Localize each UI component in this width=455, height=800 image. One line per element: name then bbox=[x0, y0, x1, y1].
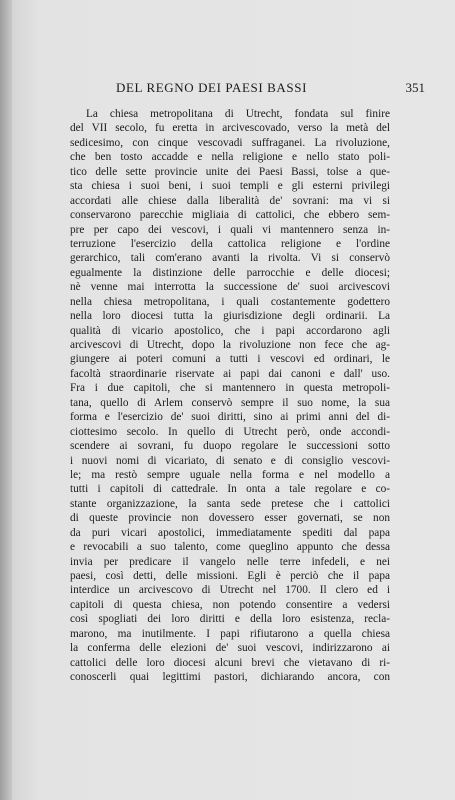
text-line: tico delle sette provincie unite dei Paesi Bassi, tolse a que- bbox=[70, 165, 390, 178]
text-line: paesi, così detti, delle missioni. Egli è perciò che il papa bbox=[70, 570, 390, 582]
text-line: facoltà straordinarie riservate ai papi dai canoni e dall' uso. bbox=[70, 367, 390, 380]
text-line: invia per predicare il vangelo nelle terre infedeli, e nei bbox=[70, 555, 390, 568]
text-line: conservarono parecchie migliaia di cattolici, che ebbero sem- bbox=[70, 209, 390, 222]
body-text bbox=[70, 107, 390, 685]
text-line: forma e l'esercizio de' suoi diritti, sino ai primi anni del di- bbox=[70, 411, 390, 424]
text-line: Fra i due capitoli, che si mantennero in questa metropoli- bbox=[70, 382, 390, 395]
text-line: ciottesimo secolo. In quello di Utrecht però, onde accondi- bbox=[70, 425, 390, 438]
text-line: nella loro diocesi tutta la giurisdizione degli ordinarii. La bbox=[70, 310, 390, 323]
page-gutter-shadow bbox=[0, 0, 12, 800]
text-line: nè venne mai interrotta la successione de' suoi arcivescovi bbox=[70, 281, 390, 294]
text-line: capitoli di questa chiesa, non potendo consentire a vedersi bbox=[70, 598, 390, 611]
text-line: così spogliati dei loro diritti e della loro esistenza, recla- bbox=[70, 613, 390, 626]
text-line: egualmente la distinzione delle parrocchie e delle diocesi; bbox=[70, 266, 390, 279]
text-line: arcivescovi di Utrecht, dopo la rivoluzione non fece che ag- bbox=[70, 339, 390, 351]
page-number: 351 bbox=[405, 80, 425, 95]
text-line: e revocabili a suo talento, come queglino appunto che dessa bbox=[70, 541, 390, 554]
text-line: marono, ma inutilmente. I papi rifiutarono a quella chiesa bbox=[70, 627, 390, 640]
text-line: La chiesa metropolitana di Utrecht, fondata sul finire bbox=[86, 108, 390, 120]
text-line: scendere ai sovrani, fu duopo regolare le successioni sotto bbox=[70, 440, 390, 453]
text-line: che ben tosto accadde e nella religione e nello stato poli- bbox=[70, 151, 390, 164]
text-line: giungere ai poteri comuni a tutti i vescovi ed ordinari, le bbox=[70, 353, 390, 366]
text-line: qualità di vicario apostolico, che i papi accordarono agli bbox=[70, 324, 390, 337]
text-line: del VII secolo, fu eretta in arcivescovado, verso la metà del bbox=[70, 122, 390, 135]
text-line: i nuovi nomi di vicariato, di senato e di consiglio vescovi- bbox=[70, 454, 390, 467]
running-title: DEL REGNO DEI PAESI BASSI bbox=[116, 80, 307, 95]
text-line: da puri vicari apostolici, immediatamente spediti dal papa bbox=[70, 526, 390, 539]
text-line: terruzione l'esercizio della cattolica religione e l'ordine bbox=[70, 237, 390, 250]
text-line: sedicesimo, con cinque vescovadi suffraganei. La rivoluzione, bbox=[70, 136, 390, 149]
text-line: sta chiesa i suoi beni, i suoi templi e gli esterni privilegi bbox=[70, 180, 390, 193]
text-line: cattolici delle loro diocesi alcuni brevi che vietavano di ri- bbox=[70, 656, 390, 669]
text-line: le; ma restò sempre uguale nella forma e nel modello a bbox=[70, 468, 390, 481]
text-line: tana, quello di Arlem conservò sempre il suo nome, la sua bbox=[70, 396, 390, 409]
page-header bbox=[70, 80, 425, 98]
text-line: interdice un arcivescovo di Utrecht nel 1700. Il clero ed i bbox=[70, 584, 390, 597]
text-line: pre per capo dei vescovi, i quali vi mantennero senza in- bbox=[70, 223, 390, 236]
text-line: tutti i capitoli di cattedrale. In onta a tale regolare e co- bbox=[70, 483, 390, 496]
text-line: stante organizzazione, la santa sede pretese che i cattolici bbox=[70, 497, 390, 510]
text-line: accordati alle chiese dalla liberalità de' sovrani: ma vi si bbox=[70, 194, 390, 207]
text-line: gerarchico, tali com'erano avanti la rivolta. Vi si conservò bbox=[70, 252, 390, 265]
text-line: nella chiesa metropolitana, i quali costantemente godettero bbox=[70, 295, 390, 308]
text-line: la conferma delle elezioni de' suoi vescovi, indirizzarono ai bbox=[70, 642, 390, 655]
text-line: conoscerli quai legittimi pastori, dichiarando ancora, con bbox=[70, 671, 390, 684]
text-line: di queste provincie non dovessero esser governati, se non bbox=[70, 512, 390, 525]
